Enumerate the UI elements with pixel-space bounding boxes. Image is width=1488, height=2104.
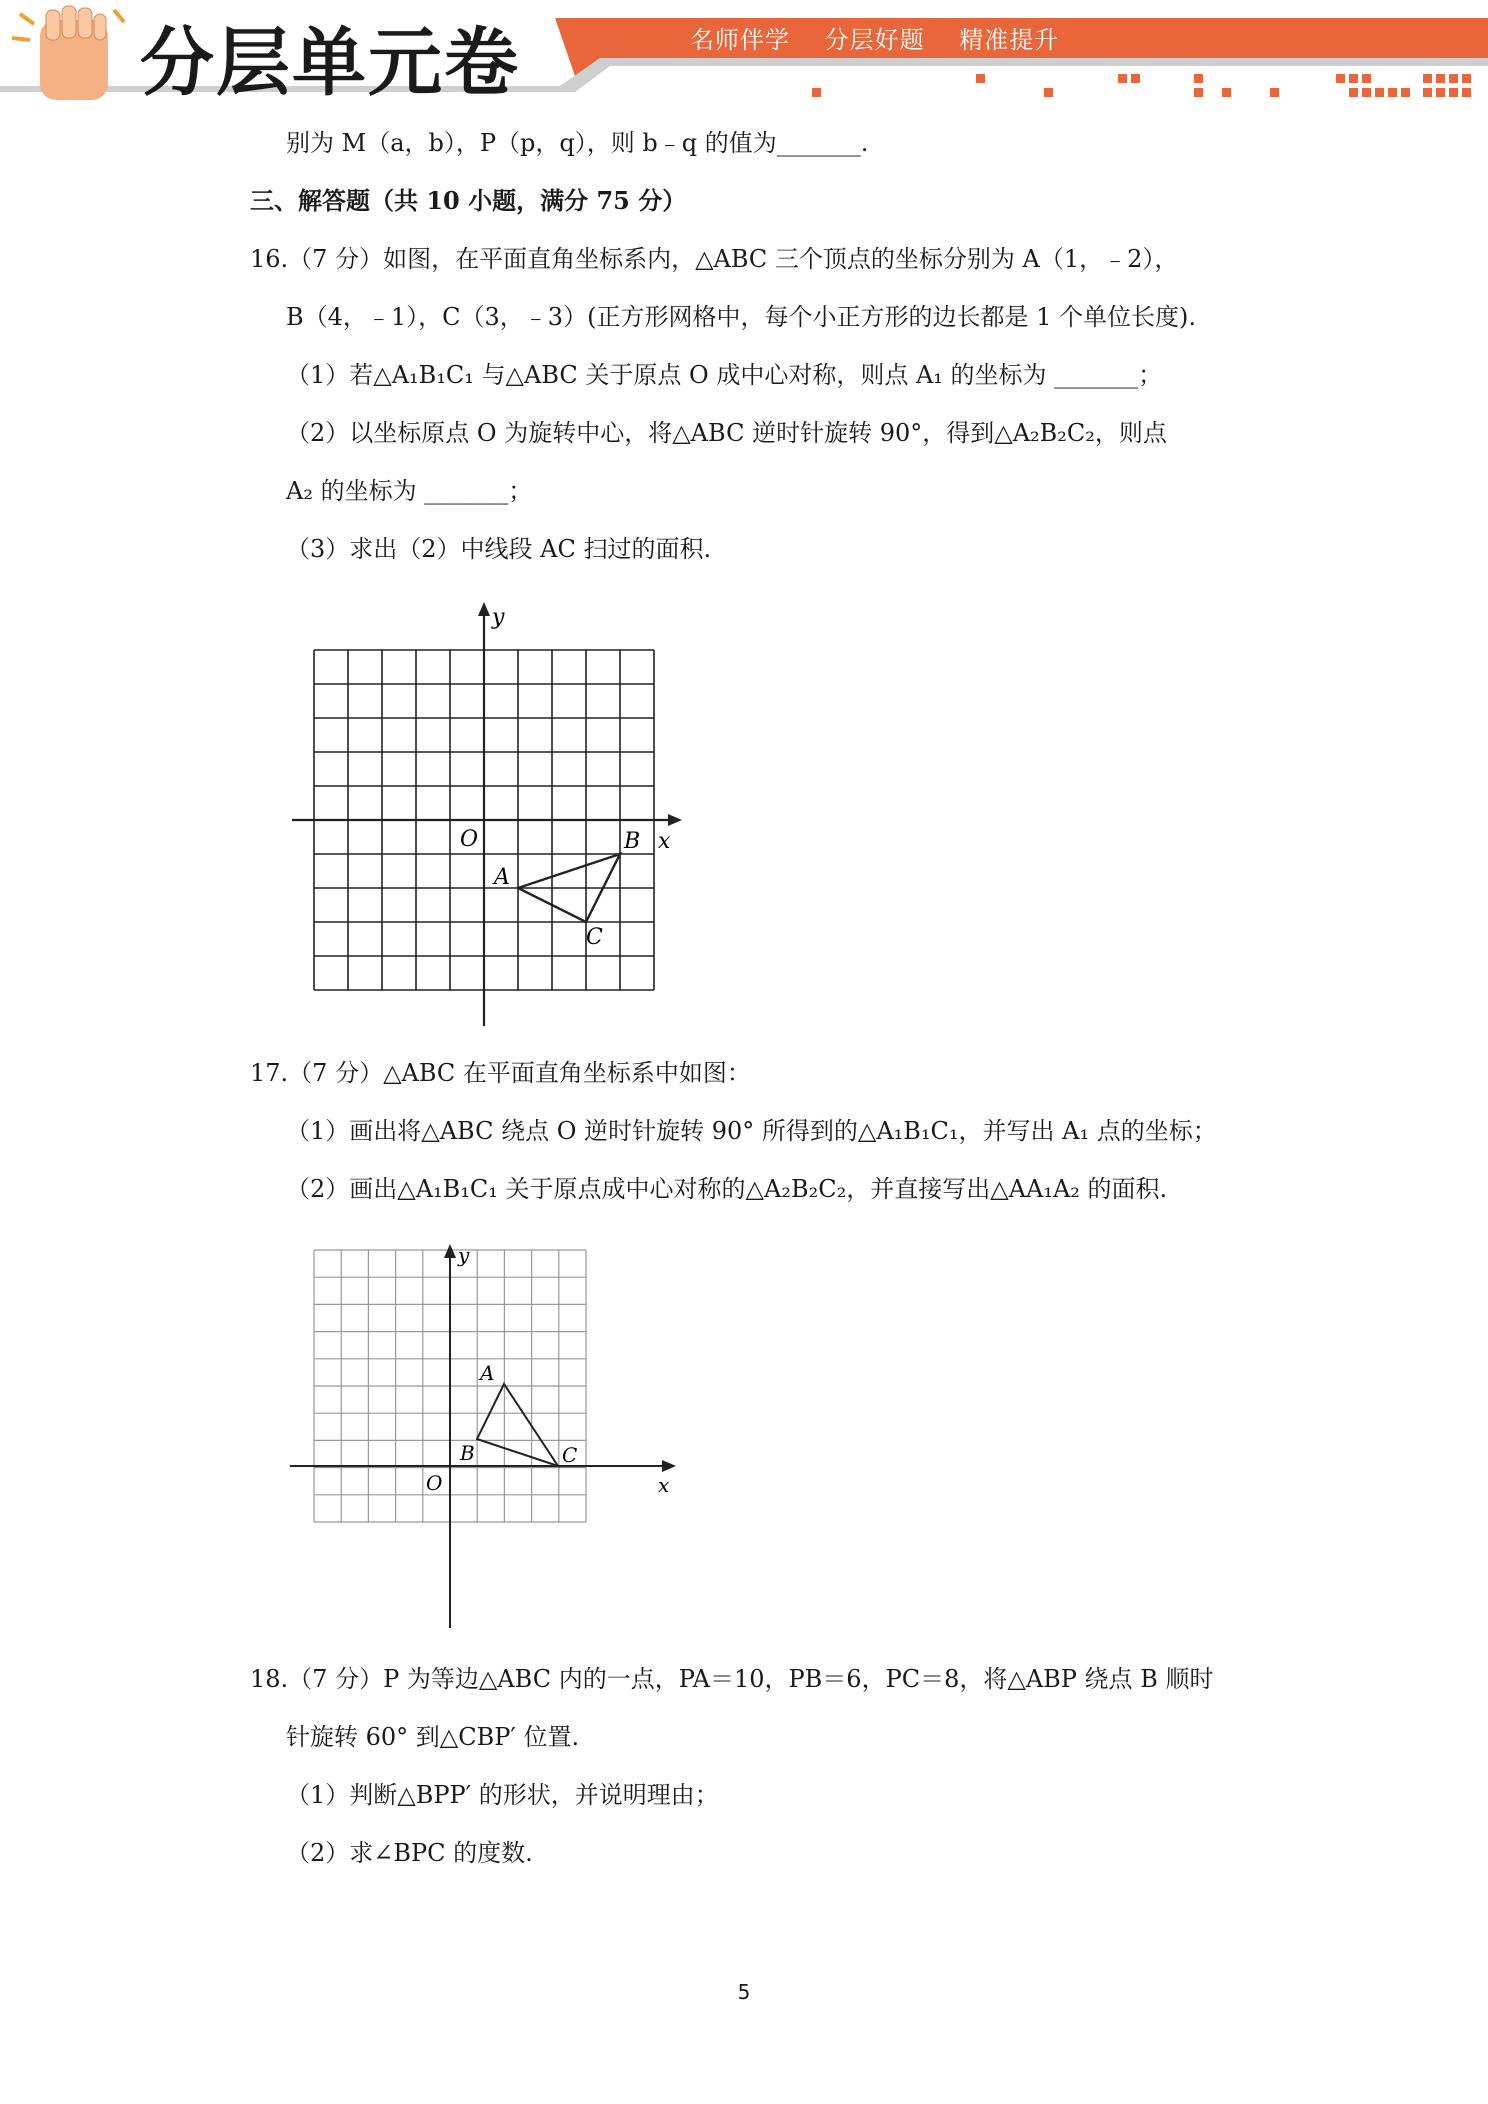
q16-part2a: （2）以坐标原点 O 为旋转中心，将△ABC 逆时针旋转 90°，得到△A₂B₂C₂，则点	[286, 419, 1167, 447]
q16-label-A: A	[494, 865, 510, 890]
q16-label-C: C	[586, 925, 603, 950]
q16-line2: B（4，﹣1），C（3，﹣3）(正方形网格中，每个小正方形的边长都是 1 个单位长度).	[286, 303, 1196, 331]
header-title: 分层单元卷	[140, 20, 520, 106]
q16-x-arrow-icon	[668, 814, 682, 826]
q17-label-C: C	[562, 1443, 578, 1467]
q16-line1: 16.（7 分）如图，在平面直角坐标系内，△ABC 三个顶点的坐标分别为 A（1，﹣2），	[250, 245, 1179, 273]
header-slogans	[690, 20, 1085, 55]
q16-y-arrow-icon	[478, 602, 490, 616]
slogan-2: 分层好题	[824, 26, 925, 54]
q18-line1: 18.（7 分）P 为等边△ABC 内的一点，PA＝10，PB＝6，PC＝8，将△ABP 绕点 B 顺时	[250, 1665, 1214, 1693]
q17-label-B: B	[460, 1441, 475, 1465]
section-3-title: 三、解答题（共 10 小题，满分 75 分）	[250, 186, 687, 215]
page-number: 5	[737, 1980, 751, 2004]
q18-line2: 针旋转 60° 到△CBP′ 位置.	[286, 1723, 580, 1751]
top-continuation-line: 别为 M（a，b），P（p，q），则 b﹣q 的值为_______.	[286, 129, 869, 157]
page-header	[0, 0, 1488, 120]
slogan-1: 名师伴学	[690, 26, 790, 54]
q16-label-x: x	[658, 829, 671, 854]
q17-x-arrow-icon	[662, 1460, 676, 1472]
q17-label-y: y	[458, 1243, 470, 1267]
q18-part2: （2）求∠BPC 的度数.	[286, 1839, 533, 1867]
q16-label-O: O	[460, 827, 479, 852]
fist-icon	[12, 6, 124, 100]
q17-label-A: A	[480, 1361, 495, 1385]
slogan-3: 精准提升	[959, 26, 1060, 54]
q16-label-B: B	[624, 829, 641, 854]
q17-part1: （1）画出将△ABC 绕点 O 逆时针旋转 90° 所得到的△A₁B₁C₁，并写出 A₁ 点的坐标；	[286, 1117, 1217, 1145]
q16-figure	[280, 596, 700, 1032]
q17-figure	[280, 1236, 700, 1636]
q17-label-x: x	[658, 1473, 670, 1497]
q17-label-O: O	[426, 1471, 443, 1495]
q16-part3: （3）求出（2）中线段 AC 扫过的面积.	[286, 535, 712, 563]
q17-triangle	[477, 1384, 558, 1466]
q16-part1: （1）若△A₁B₁C₁ 与△ABC 关于原点 O 成中心对称，则点 A₁ 的坐标为 _______；	[286, 361, 1163, 389]
q17-part2: （2）画出△A₁B₁C₁ 关于原点成中心对称的△A₂B₂C₂，并直接写出△AA₁A₂ 的面积.	[286, 1175, 1168, 1203]
q18-part1: （1）判断△BPP′ 的形状，并说明理由；	[286, 1781, 719, 1809]
q17-line1: 17.（7 分）△ABC 在平面直角坐标系中如图：	[250, 1059, 751, 1087]
q16-label-y: y	[492, 605, 505, 630]
q16-part2b: A₂ 的坐标为 _______；	[286, 477, 533, 505]
q17-y-arrow-icon	[444, 1244, 456, 1258]
decor-squares	[812, 74, 1471, 97]
